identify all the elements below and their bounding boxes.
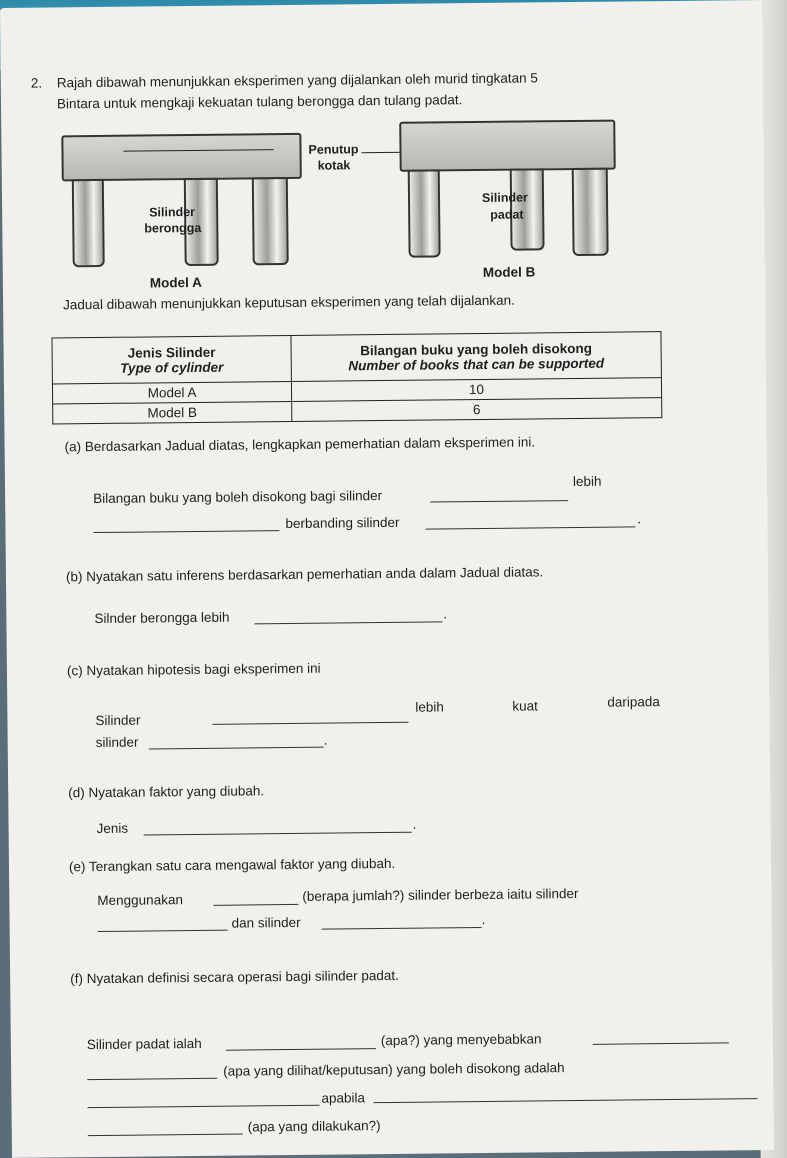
part-c-word-lebih: lebih [415, 699, 444, 715]
part-c-word-kuat: kuat [512, 698, 538, 714]
part-a-line1: Bilangan buku yang boleh disokong bagi silinder [93, 488, 383, 507]
part-e-dot: . [481, 911, 486, 928]
part-d-question: (d) Nyatakan faktor yang diubah. [68, 783, 265, 801]
part-b-line1: Silnder berongga lebih [94, 609, 230, 627]
label-solid-1: Silinder [481, 190, 528, 205]
part-e-hint: (berapa jumlah?) silinder berbeza iaitu silinder [302, 885, 579, 904]
part-c-blank-1[interactable] [213, 722, 409, 725]
part-a-word-berbanding: berbanding silinder [285, 514, 400, 532]
part-c-word-silinder2: silinder [95, 734, 139, 751]
part-f-question: (f) Nyatakan definisi secara operasi bagi silinder padat. [70, 967, 399, 987]
part-f-line3-word: apabila [321, 1090, 366, 1106]
part-a-blank-3[interactable] [425, 526, 635, 529]
header-number-of-books [291, 332, 661, 382]
model-a-hollow-cylinder [72, 179, 105, 267]
part-c-word-daripada: daripada [607, 694, 660, 710]
model-b-label: Model B [482, 264, 536, 280]
part-e-question: (e) Terangkan satu cara mengawal faktor yang diubah. [68, 855, 396, 875]
header-type-of-cylinder [52, 335, 291, 384]
part-a-word-lebih: lebih [572, 473, 602, 490]
part-f-blank-4[interactable] [88, 1105, 320, 1108]
model-a-figure [61, 133, 302, 276]
part-e-blank-1[interactable] [213, 904, 298, 906]
label-lid-2: kotak [317, 158, 351, 173]
model-b-solid-cylinder [408, 169, 441, 257]
part-b-dot: . [443, 606, 448, 622]
model-b-solid-cylinder [572, 168, 609, 256]
header-col2-ms: Bilangan buku yang boleh disokong [360, 340, 593, 358]
label-solid-2: padat [490, 207, 524, 222]
question-intro-line1: Rajah dibawah menunjukkan eksperimen yang dijalankan oleh murid tingkatan 5 [56, 70, 538, 91]
part-e-blank-2[interactable] [98, 930, 228, 932]
label-hollow-1: Silinder [149, 204, 196, 220]
row-model: Model A [52, 381, 291, 404]
results-table [51, 331, 662, 424]
part-e-word-dan: dan silinder [231, 914, 301, 931]
row-value: 6 [292, 398, 662, 422]
part-f-blank-3[interactable] [87, 1078, 217, 1080]
part-f-blank-1[interactable] [226, 1048, 376, 1051]
part-f-line2-hint: (apa yang dilihat/keputusan) yang boleh disokong adalah [223, 1060, 565, 1079]
model-a-label: Model A [149, 274, 202, 291]
row-model: Model B [53, 401, 292, 424]
part-b-question: (b) Nyatakan satu inferens berdasarkan pemerhatian anda dalam Jadual diatas. [65, 564, 544, 585]
part-b-blank[interactable] [254, 621, 442, 624]
part-f-blank-6[interactable] [88, 1134, 243, 1137]
part-d-dot: . [412, 816, 417, 832]
part-f-line1-start: Silinder padat ialah [86, 1035, 202, 1053]
header-col1-ms: Jenis Silinder [127, 344, 216, 361]
label-lid-1: Penutup [308, 142, 359, 157]
part-f-line1-hint: (apa?) yang menyebabkan [380, 1031, 542, 1049]
part-a-blank-2[interactable] [93, 530, 279, 533]
part-e-blank-3[interactable] [322, 927, 482, 930]
row-value: 10 [291, 378, 661, 402]
model-a-box-lid [61, 133, 301, 182]
part-a-dot: . [637, 511, 642, 527]
part-d-word-jenis: Jenis [96, 820, 129, 837]
part-e-word-menggunakan: Menggunakan [97, 892, 184, 909]
part-c-word-silinder: Silinder [95, 712, 141, 729]
question-intro-line2: Bintara untuk mengkaji kekuatan tulang berongga dan tulang padat. [56, 92, 463, 112]
question-number: 2. [30, 75, 43, 91]
part-d-blank[interactable] [144, 832, 412, 836]
model-b-box-lid [399, 120, 616, 172]
part-f-blank-2[interactable] [593, 1042, 729, 1044]
part-f-blank-5[interactable] [373, 1098, 757, 1103]
part-a-question: (a) Berdasarkan Jadual diatas, lengkapkan pemerhatian dalam eksperimen ini. [64, 434, 536, 455]
label-hollow-2: berongga [144, 220, 202, 236]
part-c-dot: . [323, 732, 328, 748]
part-c-blank-2[interactable] [149, 747, 324, 750]
part-a-blank-1[interactable] [430, 500, 568, 502]
table-header-row [52, 332, 661, 384]
part-c-question: (c) Nyatakan hipotesis bagi eksperimen ini [66, 660, 321, 679]
header-col1-en: Type of cylinder [120, 359, 224, 376]
header-col2-en: Number of books that can be supported [348, 355, 605, 373]
table-intro: Jadual dibawah menunjukkan keputusan eksperimen yang telah dijalankan. [63, 292, 515, 313]
part-f-line4-hint: (apa yang dilakukan?) [247, 1118, 381, 1135]
model-a-hollow-cylinder [252, 177, 289, 265]
